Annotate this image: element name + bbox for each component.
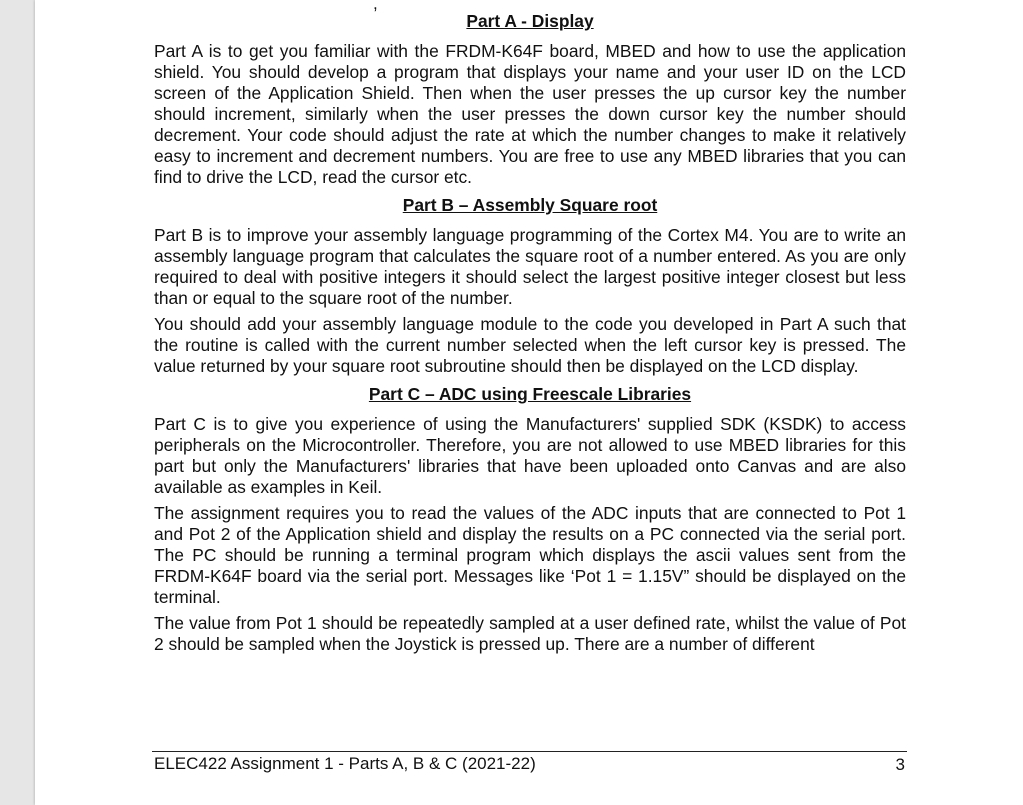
page-footer — [152, 751, 907, 774]
section-heading: Part C – ADC using Freescale Libraries — [368, 384, 692, 404]
paragraph: You should add your assembly language module to the code you developed in Part A such that the routine is called with the current number selected when the left cursor key is pressed. The value returned by your square root subroutine should then be displayed on the LCD display. — [154, 314, 906, 376]
paragraph: Part B is to improve your assembly language programming of the Cortex M4. You are to write an assembly language program that calculates the square root of a number entered. As you are only required to deal with positive integers it should select the largest positive integer closest but less than or equal to the square root of the number. — [154, 225, 906, 308]
paragraph: The value from Pot 1 should be repeatedly sampled at a user defined rate, whilst the value of Pot 2 should be sampled when the Joystick is pressed up. There are a number of different — [154, 613, 906, 654]
page-content — [154, 10, 906, 660]
document-page — [35, 0, 1023, 805]
paragraph: The assignment requires you to read the values of the ADC inputs that are connected to Pot 1 and Pot 2 of the Application shield and display the results on a PC connected via the serial port. The PC should be running a terminal program which displays the ascii values sent from the FRDM-K64F board via the serial port. Messages like ‘Pot 1 = 1.15V” should be displayed on the terminal. — [154, 503, 906, 607]
section-part-a — [154, 10, 906, 188]
paragraph: Part A is to get you familiar with the FRDM-K64F board, MBED and how to use the application shield. You should develop a program that displays your name and your user ID on the LCD screen of the Application Shield. Then when the user presses the up cursor key the number should increment, similarly when the user presses the down cursor key the number should decrement. Your code should adjust the rate at which the number changes to make it relatively easy to increment and decrement numbers. You are free to use any MBED libraries that you can find to drive the LCD, read the cursor etc. — [154, 41, 906, 187]
section-part-c — [154, 383, 906, 655]
page-number: 3 — [895, 755, 905, 774]
footer-title: ELEC422 Assignment 1 - Parts A, B & C (2021-22) — [154, 754, 536, 773]
section-heading: Part B – Assembly Square root — [402, 195, 658, 215]
section-part-b — [154, 194, 906, 377]
cut-off-text-fragment: , — [373, 0, 378, 13]
section-heading: Part A - Display — [466, 11, 594, 31]
paragraph: Part C is to give you experience of using the Manufacturers' supplied SDK (KSDK) to access peripherals on the Microcontroller. Therefore, you are not allowed to use MBED libraries for this part but only the Manufacturers' libraries that have been uploaded onto Canvas and are also available as examples in Keil. — [154, 414, 906, 497]
